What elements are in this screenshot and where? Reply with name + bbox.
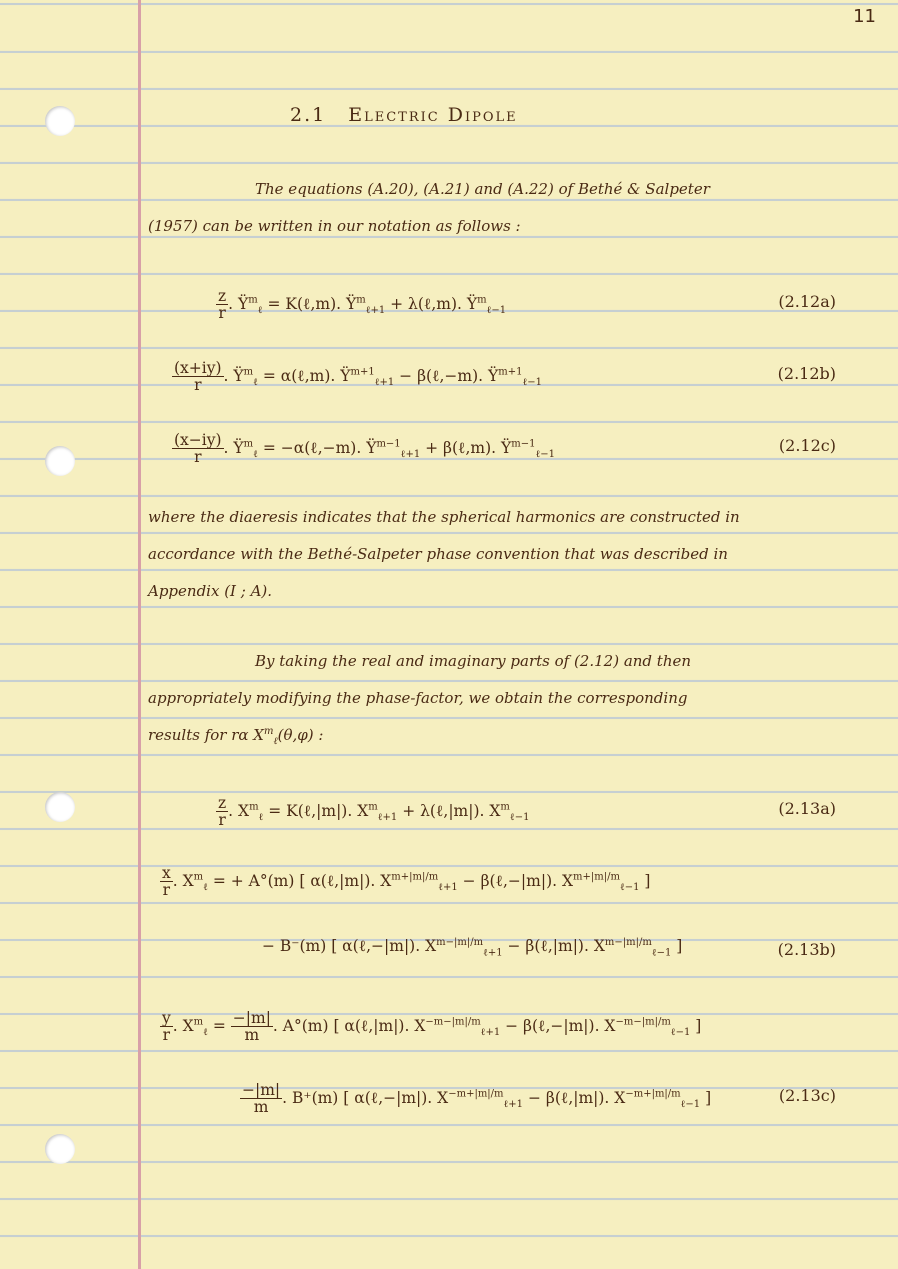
section-title (290, 104, 518, 126)
punch-hole (45, 1134, 75, 1164)
paragraph-line: The equations (A.20), (A.21) and (A.22) of Bethé & Salpeter (255, 180, 710, 198)
fraction: $\frac{(x+iy)}{r}$ (174, 359, 222, 395)
equation-2-12c: $\frac{(x-iy)}{r}$ . $Ÿ^m_\ell$ = −α(ℓ,−m). $Ÿ^{m-1}_{\ell+1}$ + β(ℓ,m). $Ÿ^{m-1}_{\ell-1}$ (174, 431, 556, 467)
equation-2-13b-line2: − B⁻(m) [ α(ℓ,−|m|). $X^{m-|m|/m}_{\ell+1}$ − β(ℓ,|m|). $X^{m-|m|/m}_{\ell-1}$ ] (262, 937, 683, 959)
paragraph-line: results for rα $X^m_\ell(\theta,\varphi)$ : (148, 726, 324, 747)
equation-label: (2.13b) (777, 940, 836, 959)
equation-label: (2.12a) (778, 292, 836, 311)
fraction: $\frac{(x-iy)}{r}$ (174, 431, 222, 467)
paragraph-line: By taking the real and imaginary parts of (2.12) and then (255, 652, 692, 670)
fraction: $\frac{y}{r}$ (162, 1009, 171, 1045)
equation-label: (2.13a) (778, 799, 836, 818)
punch-hole (45, 792, 75, 822)
equation-2-13c-line1: $\frac{y}{r}$ . $X^m_\ell$ = $\frac{-|m|}{m}$ . A°(m) [ α(ℓ,|m|). $X^{-m-|m|/m}_{\ell+1}$ − β(ℓ,−|m|). $X^{-m-|m|/m}_{\ell-1}$ ] (162, 1009, 702, 1045)
section-number: 2.1 (290, 104, 327, 126)
equation-2-12b: $\frac{(x+iy)}{r}$ . $Ÿ^m_\ell$ = α(ℓ,m). $Ÿ^{m+1}_{\ell+1}$ − β(ℓ,−m). $Ÿ^{m+1}_{\ell-1}$ (174, 359, 543, 395)
section-title-text: Electric Dipole (348, 104, 518, 126)
fraction: $\frac{-|m|}{m}$ (242, 1081, 281, 1117)
paragraph-line: Appendix (I ; A). (148, 582, 273, 600)
equation-2-12a: $\frac{z}{r}$ . $Ÿ^m_\ell$ = K(ℓ,m). $Ÿ^m_{\ell+1}$ + λ(ℓ,m). $Ÿ^m_{\ell-1}$ (218, 287, 507, 323)
equation-label: (2.12b) (777, 364, 836, 383)
fraction: $\frac{z}{r}$ (218, 794, 227, 830)
paragraph-line: accordance with the Bethé-Salpeter phase convention that was described in (148, 545, 728, 563)
fraction: $\frac{-|m|}{m}$ (232, 1009, 271, 1045)
fraction: $\frac{z}{r}$ (218, 287, 227, 323)
paragraph-line: (1957) can be written in our notation as follows : (148, 217, 521, 235)
fraction: $\frac{x}{r}$ (162, 864, 171, 900)
equation-label: (2.13c) (778, 1086, 836, 1105)
paragraph-line: where the diaeresis indicates that the spherical harmonics are constructed in (148, 508, 740, 526)
paragraph-line: appropriately modifying the phase-factor, we obtain the corresponding (148, 689, 688, 707)
equation-2-13c-line2: $\frac{-|m|}{m}$ . B⁺(m) [ α(ℓ,−|m|). $X^{-m+|m|/m}_{\ell+1}$ − β(ℓ,|m|). $X^{-m+|m|/m}_{\ell-1}$ ] (242, 1081, 712, 1117)
equation-2-13b-line1: $\frac{x}{r}$ . $X^m_\ell$ = + A°(m) [ α(ℓ,|m|). $X^{m+|m|/m}_{\ell+1}$ − β(ℓ,−|m|). $X^{m+|m|/m}_{\ell-1}$ ] (162, 864, 651, 900)
punch-hole (45, 446, 75, 476)
equation-2-13a: $\frac{z}{r}$ . $X^m_\ell$ = K(ℓ,|m|). $X^m_{\ell+1}$ + λ(ℓ,|m|). $X^m_{\ell-1}$ (218, 794, 530, 830)
punch-hole (45, 106, 75, 136)
equation-label: (2.12c) (778, 436, 836, 455)
page-number: 11 (853, 6, 876, 27)
